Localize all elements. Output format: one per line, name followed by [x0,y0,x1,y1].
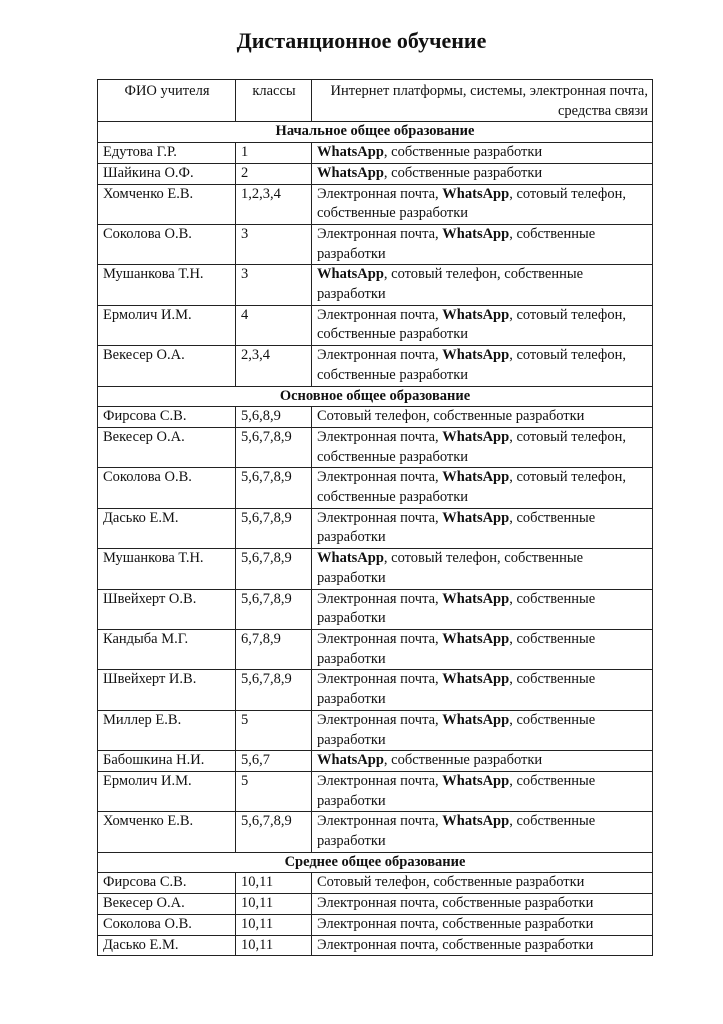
teacher-name-cell: Кандыба М.Г. [98,629,236,669]
classes-cell: 10,11 [236,873,312,894]
header-name: ФИО учителя [98,80,236,122]
page-title: Дистанционное обучение [236,28,487,53]
table-row [98,935,653,956]
table-row [98,305,653,345]
table-header-row [98,80,653,122]
teacher-name-cell: Ермолич И.М. [98,771,236,811]
tools-cell: WhatsApp, собственные разработки [312,143,653,164]
teacher-name-cell: Дасько Е.М. [98,508,236,548]
teacher-name-cell: Шайкина О.Ф. [98,163,236,184]
header-classes: классы [236,80,312,122]
tools-cell: Электронная почта, WhatsApp, собственные разработки [312,670,653,710]
classes-cell: 5 [236,710,312,750]
teacher-name-cell: Миллер Е.В. [98,710,236,750]
table-row [98,468,653,508]
tools-cell: Электронная почта, собственные разработки [312,894,653,915]
teachers-table [97,79,653,956]
table-row [98,629,653,669]
classes-cell: 2,3,4 [236,346,312,386]
section-title: Начальное общее образование [98,122,653,143]
classes-cell: 5,6,7,8,9 [236,670,312,710]
teacher-name-cell: Соколова О.В. [98,468,236,508]
table-row [98,710,653,750]
tools-cell: Электронная почта, WhatsApp, собственные разработки [312,812,653,852]
classes-cell: 2 [236,163,312,184]
tools-cell: Электронная почта, WhatsApp, сотовый телефон, собственные разработки [312,427,653,467]
tools-cell: Электронная почта, WhatsApp, сотовый телефон, собственные разработки [312,346,653,386]
table-row [98,670,653,710]
tools-cell: Электронная почта, WhatsApp, сотовый телефон, собственные разработки [312,184,653,224]
table-row [98,508,653,548]
table-row [98,812,653,852]
classes-cell: 6,7,8,9 [236,629,312,669]
tools-cell: Электронная почта, WhatsApp, собственные разработки [312,629,653,669]
teacher-name-cell: Дасько Е.М. [98,935,236,956]
classes-cell: 3 [236,265,312,305]
teacher-name-cell: Векесер О.А. [98,346,236,386]
classes-cell: 1 [236,143,312,164]
tools-cell: WhatsApp, собственные разработки [312,163,653,184]
classes-cell: 5,6,8,9 [236,407,312,428]
tools-cell: Электронная почта, WhatsApp, собственные разработки [312,710,653,750]
section-title: Среднее общее образование [98,852,653,873]
tools-cell: Электронная почта, собственные разработки [312,935,653,956]
table-row [98,407,653,428]
teacher-name-cell: Соколова О.В. [98,224,236,264]
teacher-name-cell: Хомченко Е.В. [98,184,236,224]
table-row [98,427,653,467]
teacher-name-cell: Бабошкина Н.И. [98,751,236,772]
tools-cell: WhatsApp, собственные разработки [312,751,653,772]
table-row [98,771,653,811]
table-row [98,549,653,589]
teacher-name-cell: Векесер О.А. [98,894,236,915]
section-header-row [98,122,653,143]
tools-cell: Сотовый телефон, собственные разработки [312,407,653,428]
classes-cell: 5,6,7,8,9 [236,812,312,852]
classes-cell: 1,2,3,4 [236,184,312,224]
classes-cell: 5,6,7,8,9 [236,549,312,589]
classes-cell: 5,6,7,8,9 [236,508,312,548]
teacher-name-cell: Ермолич И.М. [98,305,236,345]
tools-cell: Электронная почта, WhatsApp, собственные разработки [312,224,653,264]
tools-cell: Электронная почта, WhatsApp, собственные разработки [312,589,653,629]
classes-cell: 5,6,7,8,9 [236,589,312,629]
tools-cell: WhatsApp, сотовый телефон, собственные разработки [312,265,653,305]
table-row [98,224,653,264]
table-row [98,894,653,915]
teacher-name-cell: Хомченко Е.В. [98,812,236,852]
teacher-name-cell: Фирсова С.В. [98,407,236,428]
tools-cell: Электронная почта, WhatsApp, сотовый телефон, собственные разработки [312,468,653,508]
table-row [98,163,653,184]
tools-cell: Электронная почта, WhatsApp, собственные разработки [312,771,653,811]
classes-cell: 5,6,7 [236,751,312,772]
header-tools: Интернет платформы, системы, электронная почта, средства связи [312,80,653,122]
section-header-row [98,852,653,873]
tools-cell: WhatsApp, сотовый телефон, собственные разработки [312,549,653,589]
teacher-name-cell: Соколова О.В. [98,914,236,935]
table-row [98,589,653,629]
classes-cell: 5 [236,771,312,811]
tools-cell: Электронная почта, WhatsApp, собственные разработки [312,508,653,548]
table-row [98,143,653,164]
teacher-name-cell: Едутова Г.Р. [98,143,236,164]
tools-cell: Сотовый телефон, собственные разработки [312,873,653,894]
tools-cell: Электронная почта, WhatsApp, сотовый телефон, собственные разработки [312,305,653,345]
classes-cell: 5,6,7,8,9 [236,427,312,467]
table-row [98,751,653,772]
classes-cell: 10,11 [236,935,312,956]
section-title: Основное общее образование [98,386,653,407]
tools-cell: Электронная почта, собственные разработки [312,914,653,935]
classes-cell: 5,6,7,8,9 [236,468,312,508]
table-row [98,346,653,386]
classes-cell: 10,11 [236,894,312,915]
classes-cell: 4 [236,305,312,345]
classes-cell: 3 [236,224,312,264]
teacher-name-cell: Швейхерт И.В. [98,670,236,710]
table-row [98,184,653,224]
teacher-name-cell: Фирсова С.В. [98,873,236,894]
table-row [98,265,653,305]
teacher-name-cell: Векесер О.А. [98,427,236,467]
teacher-name-cell: Мушанкова Т.Н. [98,549,236,589]
teacher-name-cell: Швейхерт О.В. [98,589,236,629]
table-row [98,873,653,894]
classes-cell: 10,11 [236,914,312,935]
table-row [98,914,653,935]
teacher-name-cell: Мушанкова Т.Н. [98,265,236,305]
section-header-row [98,386,653,407]
